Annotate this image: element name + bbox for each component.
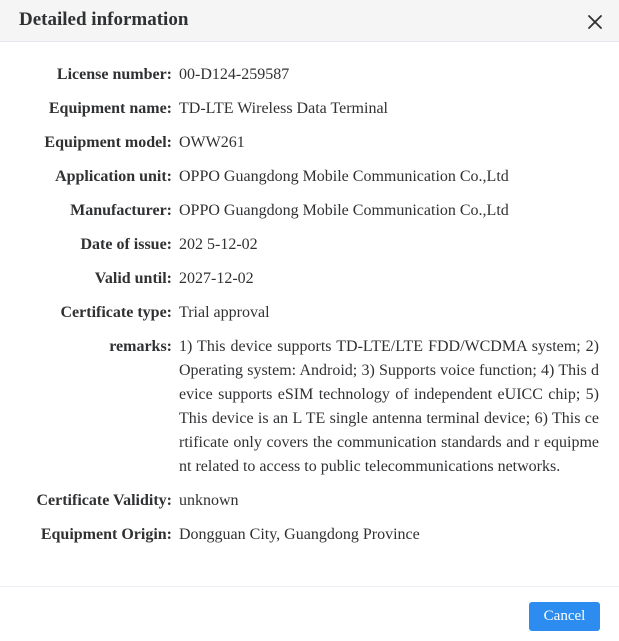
field-value: unknown xyxy=(179,492,239,509)
field-value: 00-D124-259587 xyxy=(179,66,290,83)
field-value: 2027-12-02 xyxy=(179,270,254,287)
field-label: Equipment model: xyxy=(44,134,172,151)
field-application-unit xyxy=(0,165,619,189)
field-label: Manufacturer: xyxy=(70,202,172,219)
field-label: Certificate type: xyxy=(60,304,172,321)
field-remarks xyxy=(0,335,619,479)
dialog-footer xyxy=(0,586,619,641)
field-value: OPPO Guangdong Mobile Communication Co.,Ltd xyxy=(179,202,509,219)
field-value: Dongguan City, Guangdong Province xyxy=(179,526,420,543)
field-label: Date of issue: xyxy=(80,236,172,253)
field-certificate-validity xyxy=(0,489,619,513)
field-license-number xyxy=(0,63,619,87)
field-equipment-name xyxy=(0,97,619,121)
field-label: Valid until: xyxy=(94,270,172,287)
field-label: Application unit: xyxy=(55,168,172,185)
field-label: remarks: xyxy=(109,338,172,355)
field-value: OWW261 xyxy=(179,134,245,151)
field-value: OPPO Guangdong Mobile Communication Co.,Ltd xyxy=(179,168,509,185)
dialog-body xyxy=(0,63,619,557)
field-equipment-origin xyxy=(0,523,619,547)
field-value: TD-LTE Wireless Data Terminal xyxy=(179,100,388,117)
field-label: Equipment Origin: xyxy=(40,526,172,543)
field-value: 1) This device supports TD-LTE/LTE FDD/WCDMA system; 2) Operating system: Android; 3) Supports voice function; 4) This device supports eSIM technology of independent eUICC chip; 5) This device is an L TE single antenna terminal device; 6) This certificate only covers the communication standards and r equipment related to access to public telecommunications networks. xyxy=(179,338,599,475)
field-equipment-model xyxy=(0,131,619,155)
field-certificate-type xyxy=(0,301,619,325)
field-label: Equipment name: xyxy=(48,100,172,117)
field-valid-until xyxy=(0,267,619,291)
field-value: Trial approval xyxy=(179,304,270,321)
dialog-title: Detailed information xyxy=(19,9,189,30)
close-icon[interactable] xyxy=(585,12,605,32)
dialog-header xyxy=(0,0,619,42)
field-date-of-issue xyxy=(0,233,619,257)
field-value: 202 5-12-02 xyxy=(179,236,258,253)
field-manufacturer xyxy=(0,199,619,223)
field-label: License number: xyxy=(56,66,172,83)
cancel-button[interactable]: Cancel xyxy=(529,602,600,631)
field-label: Certificate Validity: xyxy=(36,492,172,509)
